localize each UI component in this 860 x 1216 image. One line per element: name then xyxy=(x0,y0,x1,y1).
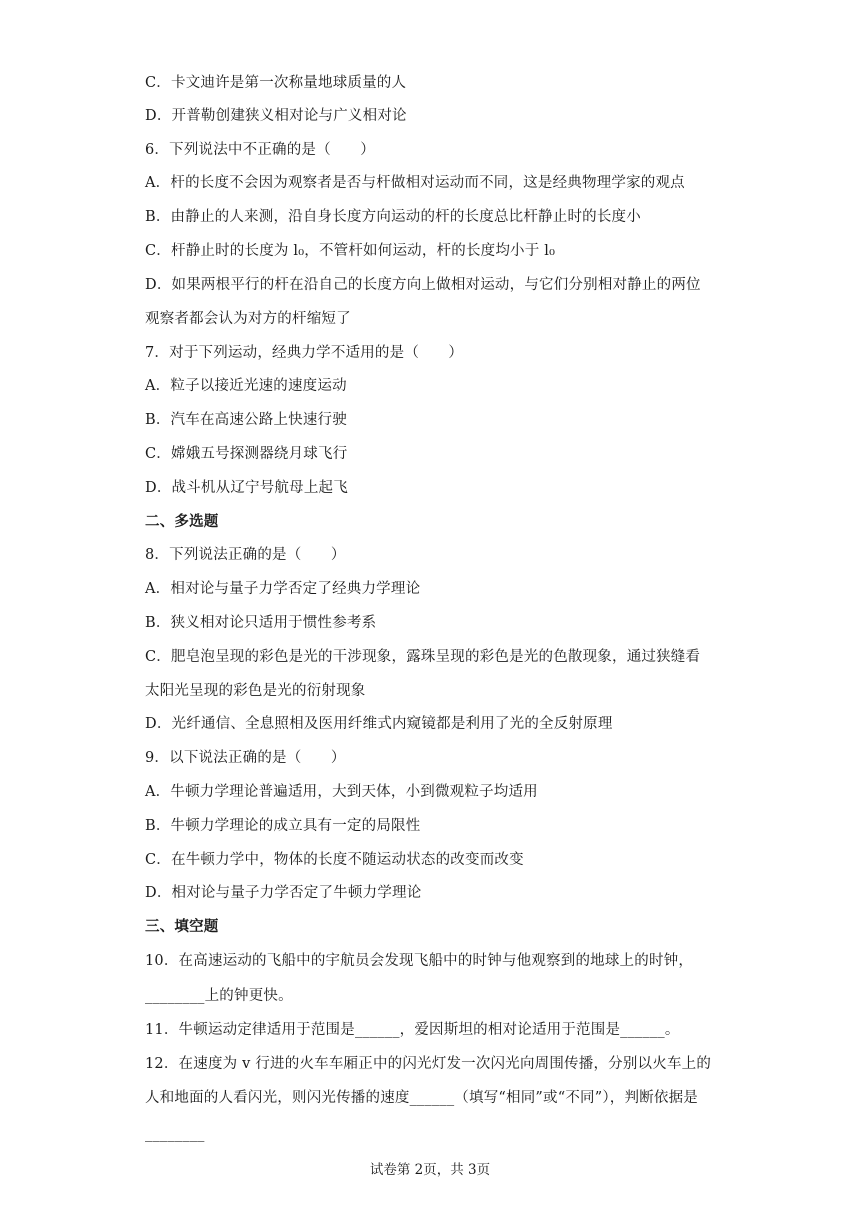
section-heading-multi-choice: 二、多选题 xyxy=(145,513,219,530)
option-7d: D．战斗机从辽宁号航母上起飞 xyxy=(145,480,348,496)
option-6b: B．由静止的人来测，沿自身长度方向运动的杆的长度总比杆静止时的长度小 xyxy=(145,209,641,225)
question-7: 7．对于下列运动，经典力学不适用的是（ ） xyxy=(145,345,464,361)
option-8d: D．光纤通信、全息照相及医用纤维式内窥镜都是利用了光的全反射原理 xyxy=(145,716,613,732)
option-9c: C．在牛顿力学中，物体的长度不随运动状态的改变而改变 xyxy=(145,852,524,868)
question-11: 11．牛顿运动定律适用于范围是______，爱因斯坦的相对论适用于范围是______。 xyxy=(145,1022,680,1038)
page-footer: 试卷第 2页，共 3页 xyxy=(369,1162,491,1178)
question-10-cont: ________上的钟更快。 xyxy=(145,988,293,1004)
option-7c: C．嫦娥五号探测器绕月球飞行 xyxy=(145,446,348,462)
option-8a: A．相对论与量子力学否定了经典力学理论 xyxy=(145,581,421,597)
option-8b: B．狭义相对论只适用于惯性参考系 xyxy=(145,615,377,631)
option-7b: B．汽车在高速公路上快速行驶 xyxy=(145,412,347,428)
option-6d: D．如果两根平行的杆在沿自己的长度方向上做相对运动，与它们分别相对静止的两位 xyxy=(145,277,701,293)
question-12: 12．在速度为 v 行进的火车车厢正中的闪光灯发一次闪光向周围传播，分别以火车上的 xyxy=(145,1056,712,1072)
option-6a: A．杆的长度不会因为观察者是否与杆做相对运动而不同，这是经典物理学家的观点 xyxy=(145,175,685,191)
section-heading-fill-in: 三、填空题 xyxy=(145,918,219,935)
question-10: 10．在高速运动的飞船中的宇航员会发现飞船中的时钟与他观察到的地球上的时钟， xyxy=(145,953,694,969)
option-5d: D．开普勒创建狭义相对论与广义相对论 xyxy=(145,108,407,124)
option-6c: C．杆静止时的长度为 l₀，不管杆如何运动，杆的长度均小于 l₀ xyxy=(145,243,556,259)
option-8c: C．肥皂泡呈现的彩色是光的干涉现象，露珠呈现的彩色是光的色散现象，通过狭缝看 xyxy=(145,649,701,665)
option-7a: A．粒子以接近光速的速度运动 xyxy=(145,378,347,394)
option-9d: D．相对论与量子力学否定了牛顿力学理论 xyxy=(145,885,422,901)
question-8: 8．下列说法正确的是（ ） xyxy=(145,547,346,563)
option-5c: C．卡文迪许是第一次称量地球质量的人 xyxy=(145,75,407,91)
question-9: 9．以下说法正确的是（ ） xyxy=(145,750,346,766)
question-12-cont: 人和地面的人看闪光，则闪光传播的速度______（填写“相同”或“不同”），判断依据是 xyxy=(145,1090,698,1106)
question-12-blank: ________ xyxy=(145,1126,205,1142)
option-9a: A．牛顿力学理论普遍适用，大到天体，小到微观粒子均适用 xyxy=(145,784,538,800)
question-6: 6．下列说法中不正确的是（ ） xyxy=(145,142,375,158)
option-8c-cont: 太阳光呈现的彩色是光的衍射现象 xyxy=(145,683,366,699)
option-9b: B．牛顿力学理论的成立具有一定的局限性 xyxy=(145,818,421,834)
option-6d-cont: 观察者都会认为对方的杆缩短了 xyxy=(145,311,351,327)
